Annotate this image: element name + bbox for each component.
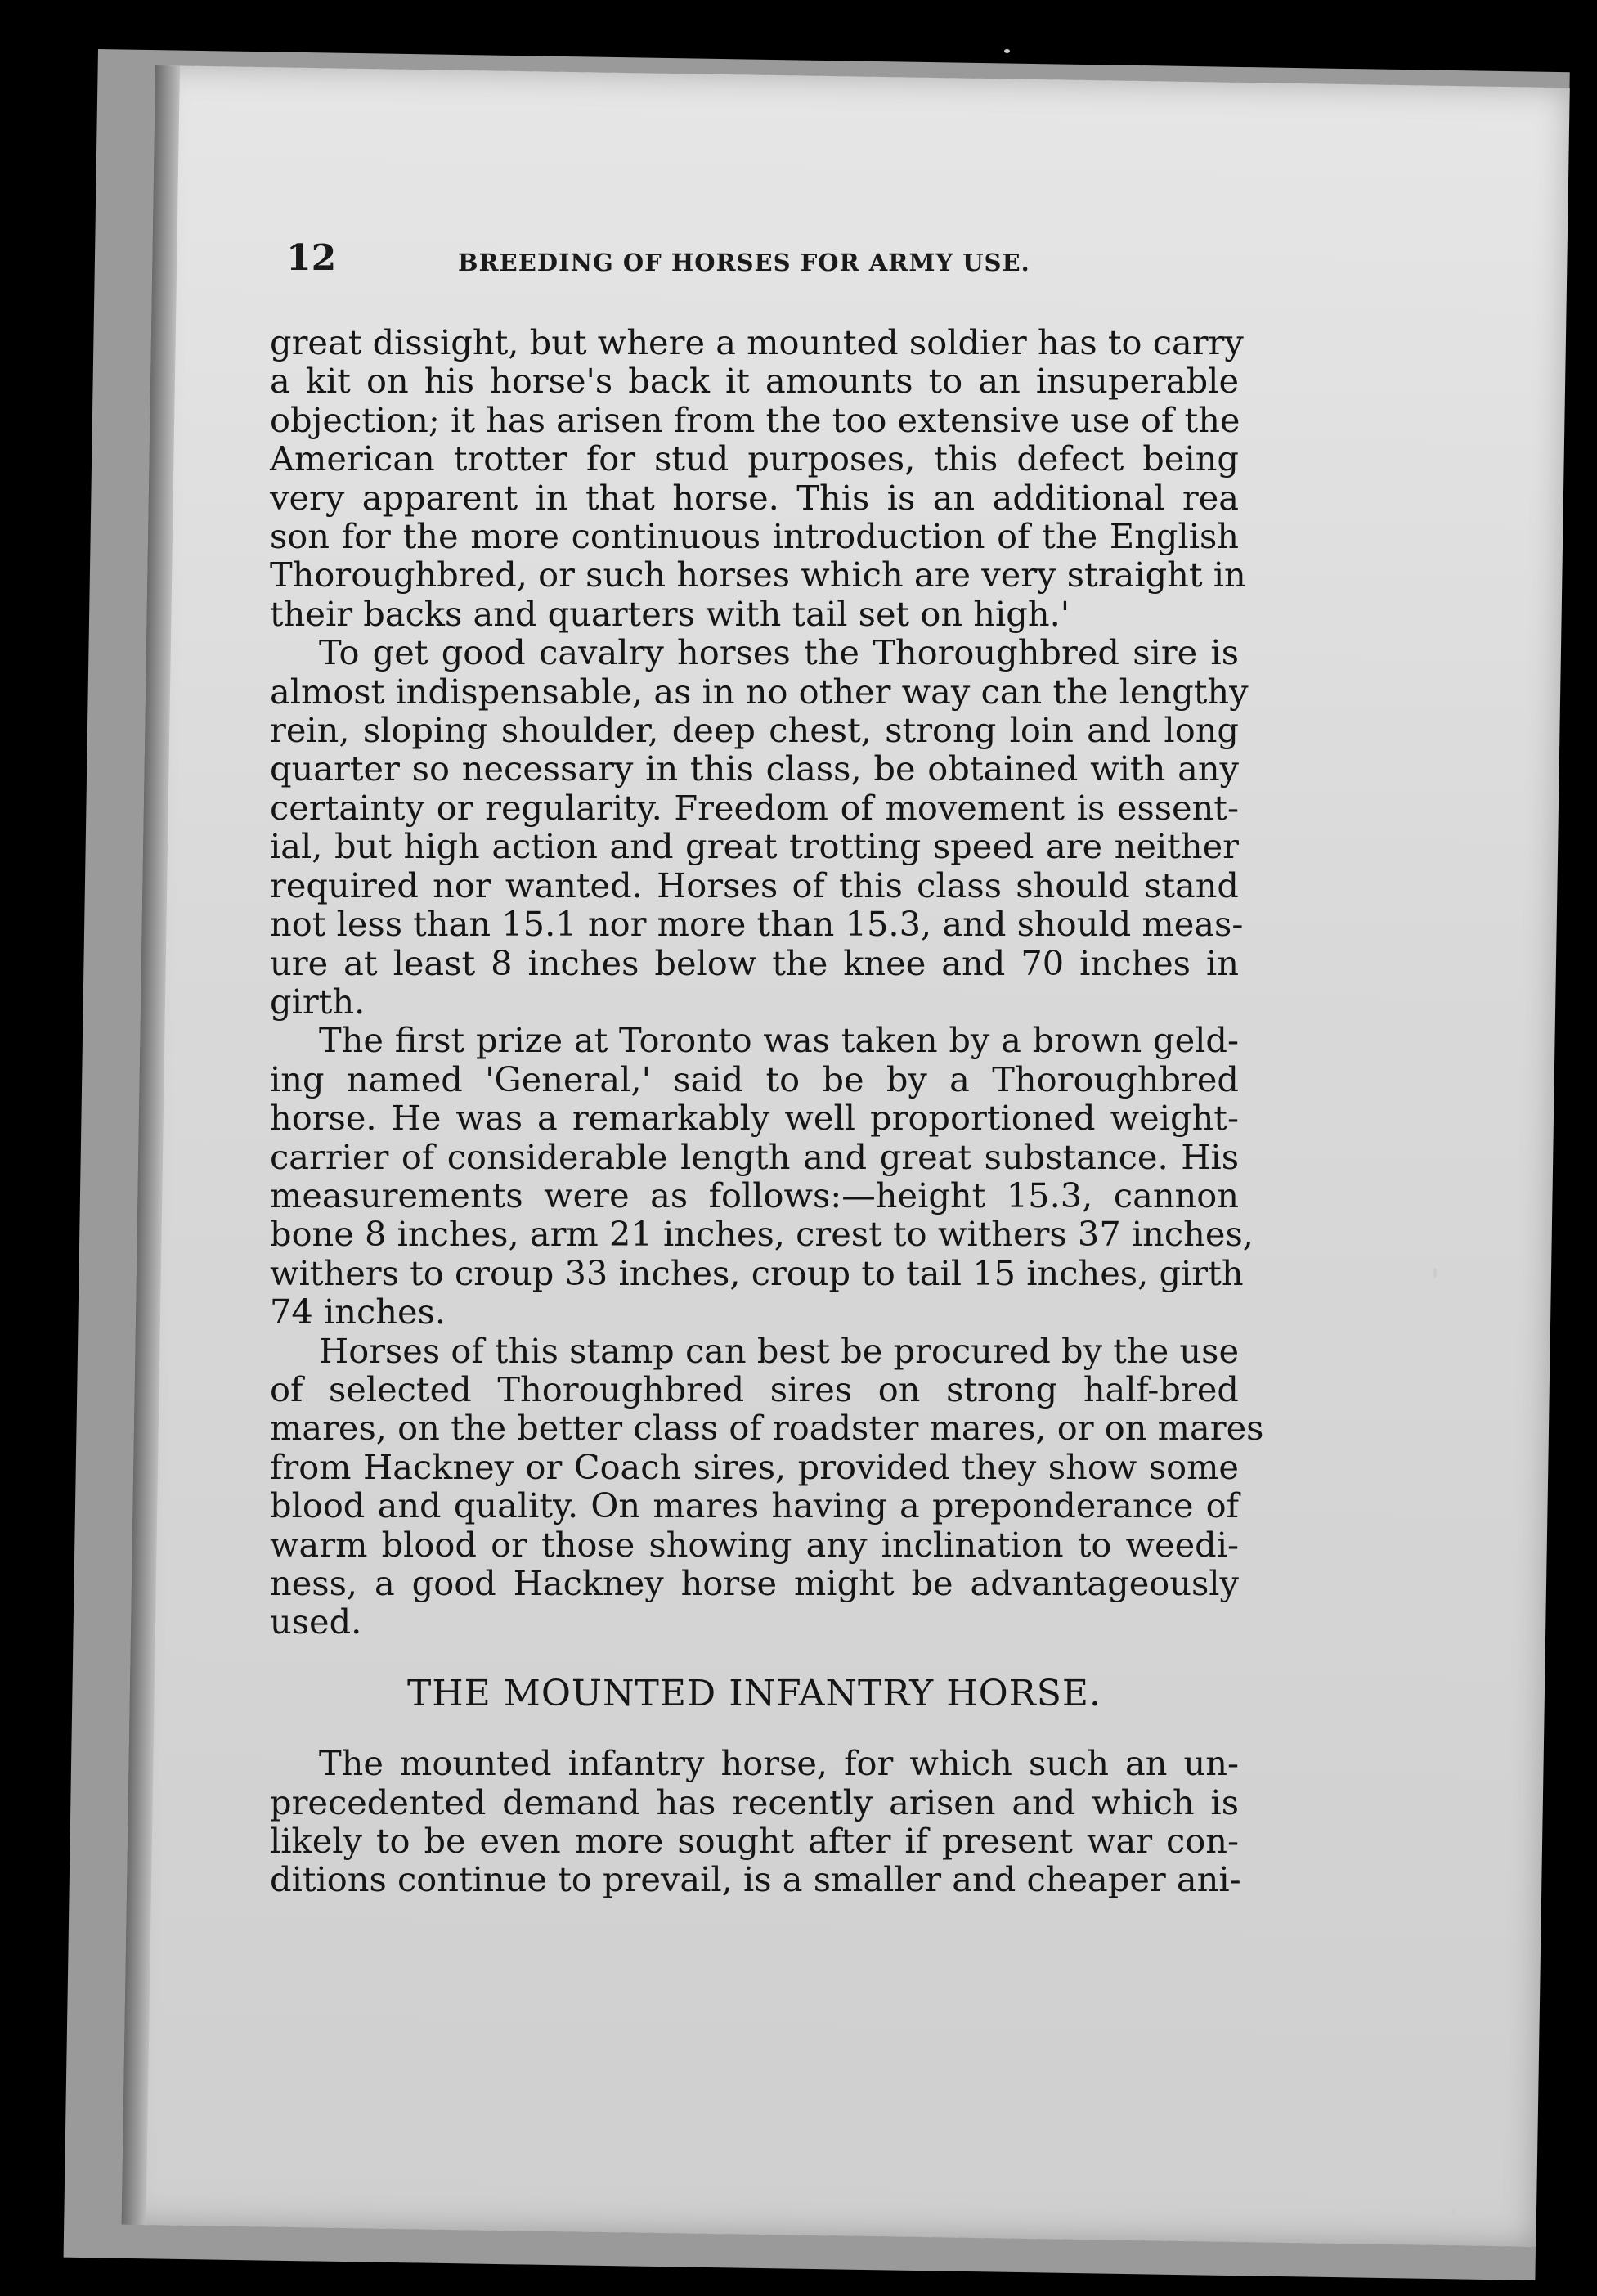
text-line: son for the more continuous introduction of the English: [270, 516, 1239, 557]
text-line: ing named 'General,' said to be by a Thoroughbred: [270, 1058, 1239, 1099]
text-line: withers to croup 33 inches, croup to tail 15 inches, girth: [270, 1252, 1244, 1293]
text-line: not less than 15.1 nor more than 15.3, and should meas-: [270, 904, 1244, 945]
dust-speck: [1433, 1268, 1437, 1278]
text-line: 74 inches.: [270, 1292, 446, 1332]
paragraph: [270, 1744, 1239, 1899]
text-line: their backs and quarters with tail set on high.': [270, 593, 1070, 634]
text-line: certainty or regularity. Freedom of movement is essent-: [270, 787, 1239, 828]
text-line: ial, but high action and great trotting speed are neither: [270, 826, 1239, 867]
dust-speck: [1451, 2208, 1456, 2215]
text-line: girth.: [270, 981, 366, 1022]
text-line: blood and quality. On mares having a preponderance of: [270, 1485, 1239, 1526]
text-line: The first prize at Toronto was taken by a brown geld-: [319, 1020, 1239, 1061]
text-line: from Hackney or Coach sires, provided they show some: [270, 1446, 1239, 1487]
text-line: quarter so necessary in this class, be obtained with any: [270, 748, 1239, 789]
text-line: Horses of this stamp can best be procured by the use: [319, 1330, 1239, 1371]
body-text: [270, 322, 1264, 1900]
running-head: BREEDING OF HORSES FOR ARMY USE.: [458, 249, 1030, 276]
text-line: horse. He was a remarkably well proportioned weight-: [270, 1098, 1239, 1139]
page-header: [286, 237, 1308, 286]
text-line: measurements were as follows:—height 15.3, cannon: [270, 1175, 1239, 1215]
text-line: carrier of considerable length and great substance. His: [270, 1136, 1239, 1177]
text-line: To get good cavalry horses the Thoroughbred sire is: [319, 632, 1239, 673]
section-title: THE MOUNTED INFANTRY HORSE.: [406, 1672, 1102, 1714]
text-line: mares, on the better class of roadster mares, or on mares: [270, 1408, 1264, 1449]
text-line: very apparent in that horse. This is an additional rea: [270, 477, 1239, 518]
text-line: a kit on his horse's back it amounts to an insuperable: [270, 361, 1239, 402]
text-line: almost indispensable, as in no other way can the lengthy: [270, 671, 1249, 712]
text-line: Thoroughbred, or such horses which are very straight in: [270, 555, 1246, 595]
paragraph: [270, 322, 1246, 634]
text-line: ure at least 8 inches below the knee and 70 inches in: [270, 942, 1239, 983]
paragraph: [270, 632, 1249, 1022]
dust-speck: [1004, 49, 1010, 53]
text-line: of selected Thoroughbred sires on strong half-bred: [270, 1368, 1239, 1409]
paragraph: [270, 1330, 1264, 1642]
final-paragraph: [270, 1744, 1239, 1899]
text-line: bone 8 inches, arm 21 inches, crest to withers 37 inches,: [270, 1214, 1254, 1255]
text-line: warm blood or those showing any inclination to weedi-: [270, 1524, 1239, 1565]
text-line: likely to be even more sought after if present war con-: [270, 1821, 1239, 1862]
text-line: great dissight, but where a mounted soldier has to carry: [270, 322, 1244, 362]
paragraph-list: [270, 322, 1264, 1642]
text-line: objection; it has arisen from the too extensive use of the: [270, 399, 1240, 440]
text-line: ness, a good Hackney horse might be advantageously: [270, 1563, 1239, 1603]
text-line: used.: [270, 1602, 362, 1642]
text-line: precedented demand has recently arisen and which is: [270, 1782, 1239, 1822]
text-line: required nor wanted. Horses of this class should stand: [270, 865, 1239, 905]
paragraph: [270, 1020, 1254, 1332]
text-line: The mounted infantry horse, for which such an un-: [319, 1743, 1239, 1784]
page-number: 12: [286, 237, 337, 279]
text-line: ditions continue to prevail, is a smaller and cheaper ani-: [270, 1859, 1241, 1900]
text-line: American trotter for stud purposes, this defect being: [270, 438, 1239, 479]
text-line: rein, sloping shoulder, deep chest, strong loin and long: [270, 710, 1239, 751]
